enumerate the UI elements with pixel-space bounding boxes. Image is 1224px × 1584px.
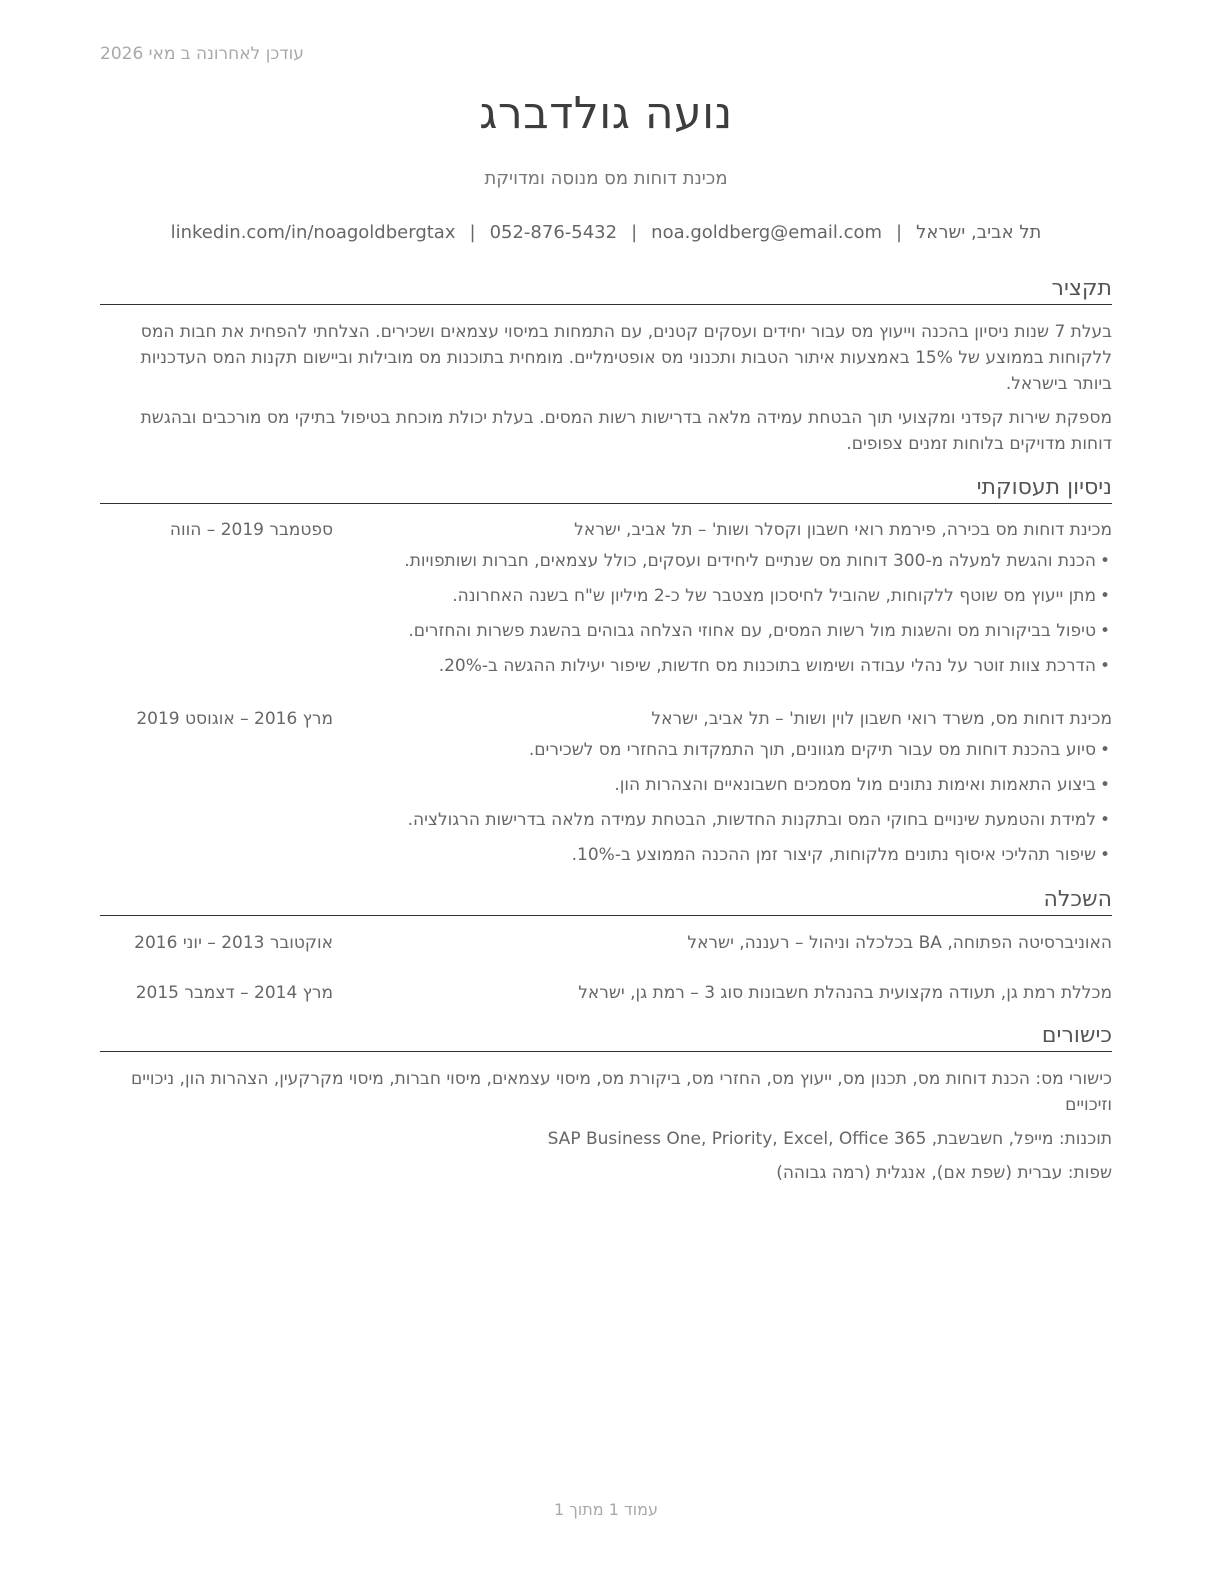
- section-heading-summary: תקציר: [100, 275, 1112, 305]
- summary-paragraph: מספקת שירות קפדני ומקצועי תוך הבטחת עמידה מלאה בדרישות רשות המסים. בעלת יכולת מוכחת בטיפול בתיקי מס מורכבים ובהגשת דוחות מדויקים בלוחות זמנים צפופים.: [140, 408, 1112, 454]
- job-bullets: [100, 548, 1112, 688]
- job-entry-header: [100, 517, 1112, 543]
- education-entry: [100, 930, 1112, 956]
- skills-software: תוכנות: מייפל, חשבשבת, SAP Business One, Priority, Excel, Office 365: [547, 1129, 1112, 1149]
- contact-linkedin[interactable]: linkedin.com/in/noagoldbergtax: [170, 222, 456, 243]
- page-number: עמוד 1 מתוך 1: [554, 1500, 658, 1519]
- job-bullet: • הדרכת צוות זוטר על נהלי עבודה ושימוש בתוכנות מס חדשות, שיפור יעילות ההגשה ב-20%.: [100, 653, 1112, 688]
- job-bullets: [100, 737, 1112, 877]
- job-bullet: • ביצוע התאמות ואימות נתונים מול מסמכים חשבונאיים והצהרות הון.: [100, 772, 1112, 807]
- job-bullet: • למידת והטמעת שינויים בחוקי המס ובתקנות החדשות, הבטחת עמידה מלאה בדרישות הרגולציה.: [100, 807, 1112, 842]
- job-dates: ספטמבר 2019 – הווה: [169, 520, 333, 540]
- job-bullet: • שיפור תהליכי איסוף נתונים מלקוחות, קיצור זמן ההכנה הממוצע ב-10%.: [100, 842, 1112, 877]
- job-bullet: • הכנת והגשת למעלה מ-300 דוחות מס שנתיים ליחידים ועסקים, כולל עצמאים, חברות ושותפויות.: [100, 548, 1112, 583]
- contact-phone[interactable]: 052-876-5432: [489, 222, 618, 243]
- education-institution: האוניברסיטה הפתוחה, BA בכלכלה וניהול – רעננה, ישראל: [687, 933, 1112, 953]
- candidate-name: נועה גולדברג: [479, 88, 733, 139]
- summary-paragraph: בעלת 7 שנות ניסיון בהכנה וייעוץ מס עבור יחידים ועסקים קטנים, עם התמחות במיסוי עצמאים ושכירים. הצלחתי להפחית את חבות המס ללקוחות בממוצע של 15% באמצעות איתור הטבות ותכנוני מס אופטימליים. מומחית בתוכנות מס מובילות וביישום תקנות המס העדכניות ביותר בישראל.: [140, 322, 1112, 394]
- job-bullet: • טיפול בביקורות מס והשגות מול רשות המסים, עם אחוזי הצלחה גבוהים בהשגת פשרות והחזרים.: [100, 618, 1112, 653]
- skills-tax: כישורי מס: הכנת דוחות מס, תכנון מס, ייעוץ מס, החזרי מס, ביקורת מס, מיסוי עצמאים, מיסוי חברות, מיסוי מקרקעין, הצהרות הון, ניכויים וזיכויים: [131, 1069, 1112, 1115]
- education-dates: אוקטובר 2013 – יוני 2016: [134, 933, 333, 953]
- education-institution: מכללת רמת גן, תעודה מקצועית בהנהלת חשבונות סוג 3 – רמת גן, ישראל: [578, 983, 1112, 1003]
- contact-separator: |: [631, 222, 638, 243]
- last-updated-note: עודכן לאחרונה ב מאי 2026: [100, 44, 304, 64]
- education-entry: [100, 980, 1112, 1006]
- section-heading-education: השכלה: [100, 886, 1112, 916]
- candidate-title: מכינת דוחות מס מנוסה ומדויקת: [484, 168, 728, 189]
- job-bullet: • סיוע בהכנת דוחות מס עבור תיקים מגוונים, תוך התמקדות בהחזרי מס לשכירים.: [100, 737, 1112, 772]
- job-dates: מרץ 2016 – אוגוסט 2019: [136, 709, 333, 729]
- job-bullet: • מתן ייעוץ מס שוטף ללקוחות, שהוביל לחיסכון מצטבר של כ-2 מיליון ש"ח בשנה האחרונה.: [100, 583, 1112, 618]
- section-heading-skills: כישורים: [100, 1022, 1112, 1052]
- skills-languages: שפות: עברית (שפת אם), אנגלית (רמה גבוהה): [776, 1163, 1112, 1183]
- section-heading-experience: ניסיון תעסוקתי: [100, 474, 1112, 504]
- job-role: מכינת דוחות מס בכירה, פירמת רואי חשבון וקסלר ושות' – תל אביב, ישראל: [574, 520, 1112, 540]
- job-role: מכינת דוחות מס, משרד רואי חשבון לוין ושות' – תל אביב, ישראל: [651, 709, 1112, 729]
- contact-location: תל אביב, ישראל: [916, 222, 1042, 243]
- contact-email[interactable]: noa.goldberg@email.com: [651, 222, 883, 243]
- resume-page: [100, 0, 1112, 1584]
- job-entry-header: [100, 706, 1112, 732]
- contact-separator: |: [469, 222, 476, 243]
- education-dates: מרץ 2014 – דצמבר 2015: [135, 983, 333, 1003]
- contact-separator: |: [896, 222, 903, 243]
- contact-line: [100, 222, 1112, 243]
